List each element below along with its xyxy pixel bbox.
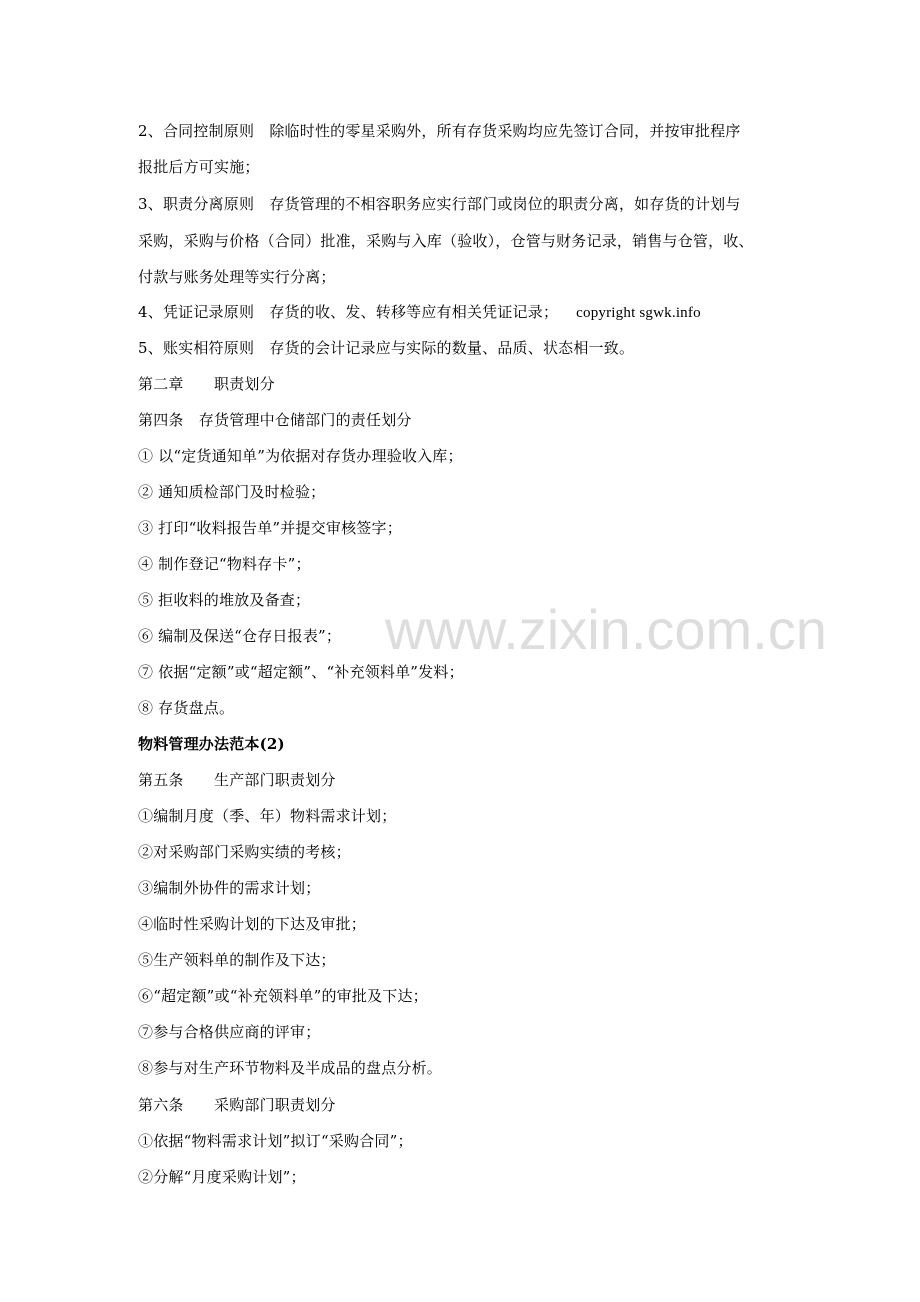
paragraph-duty-separation-line3: 付款与账务处理等实行分离； <box>138 268 336 286</box>
list-item: ⑤生产领料单的制作及下达； <box>138 951 336 969</box>
list-item: ⑦参与合格供应商的评审； <box>138 1023 321 1041</box>
paragraph-voucher-record <box>138 302 701 323</box>
list-item: ⑦ 依据“定额”或“超定额”、“补充领料单”发料； <box>138 663 464 681</box>
list-item: ① 以“定货通知单”为依据对存货办理验收入库； <box>138 447 463 465</box>
article-four-heading: 第四条 存货管理中仓储部门的责任划分 <box>138 411 412 429</box>
list-item: ⑧ 存货盘点。 <box>138 699 235 717</box>
paragraph-account-match: 5、账实相符原则 存货的会计记录应与实际的数量、品质、状态相一致。 <box>138 339 635 357</box>
article-five-heading: 第五条 生产部门职责划分 <box>138 771 336 789</box>
list-item: ②分解“月度采购计划”； <box>138 1168 306 1186</box>
article-six-heading: 第六条 采购部门职责划分 <box>138 1096 336 1114</box>
list-item: ⑥ 编制及保送“仓存日报表”； <box>138 627 342 645</box>
chapter-heading: 第二章 职责划分 <box>138 375 275 393</box>
paragraph-duty-separation-line2: 采购，采购与价格（合同）批准，采购与入库（验收），仓管与财务记录，销售与仓管，收、 <box>138 232 754 250</box>
list-item: ②对采购部门采购实绩的考核； <box>138 843 351 861</box>
list-item: ⑧参与对生产环节物料及半成品的盘点分析。 <box>138 1059 443 1077</box>
voucher-record-text: 4、凭证记录原则 存货的收、发、转移等应有相关凭证记录； <box>138 303 559 321</box>
list-item: ② 通知质检部门及时检验； <box>138 483 326 501</box>
list-item: ④ 制作登记“物料存卡”； <box>138 555 311 573</box>
copyright-note: copyright sgwk.info <box>576 305 701 321</box>
list-item: ③编制外协件的需求计划； <box>138 879 321 897</box>
list-item: ④临时性采购计划的下达及审批； <box>138 915 367 933</box>
list-item: ⑤ 拒收料的堆放及备查； <box>138 591 311 609</box>
paragraph-contract-control-line1: 2、合同控制原则 除临时性的零星采购外，所有存货采购均应先签订合同，并按审批程序 <box>138 122 741 140</box>
list-item: ③ 打印“收料报告单”并提交审核签字； <box>138 519 402 537</box>
list-item: ⑥“超定额”或“补充领料单”的审批及下达； <box>138 987 428 1005</box>
watermark: www.zixin.com.cn <box>385 598 827 661</box>
paragraph-duty-separation-line1: 3、职责分离原则 存货管理的不相容职务应实行部门或岗位的职责分离，如存货的计划与 <box>138 195 741 213</box>
paragraph-contract-control-line2: 报批后方可实施； <box>138 158 260 176</box>
section-title: 物料管理办法范本(2) <box>138 735 285 753</box>
list-item: ①编制月度（季、年）物料需求计划； <box>138 807 397 825</box>
list-item: ①依据“物料需求计划”拟订“采购合同”； <box>138 1132 413 1150</box>
